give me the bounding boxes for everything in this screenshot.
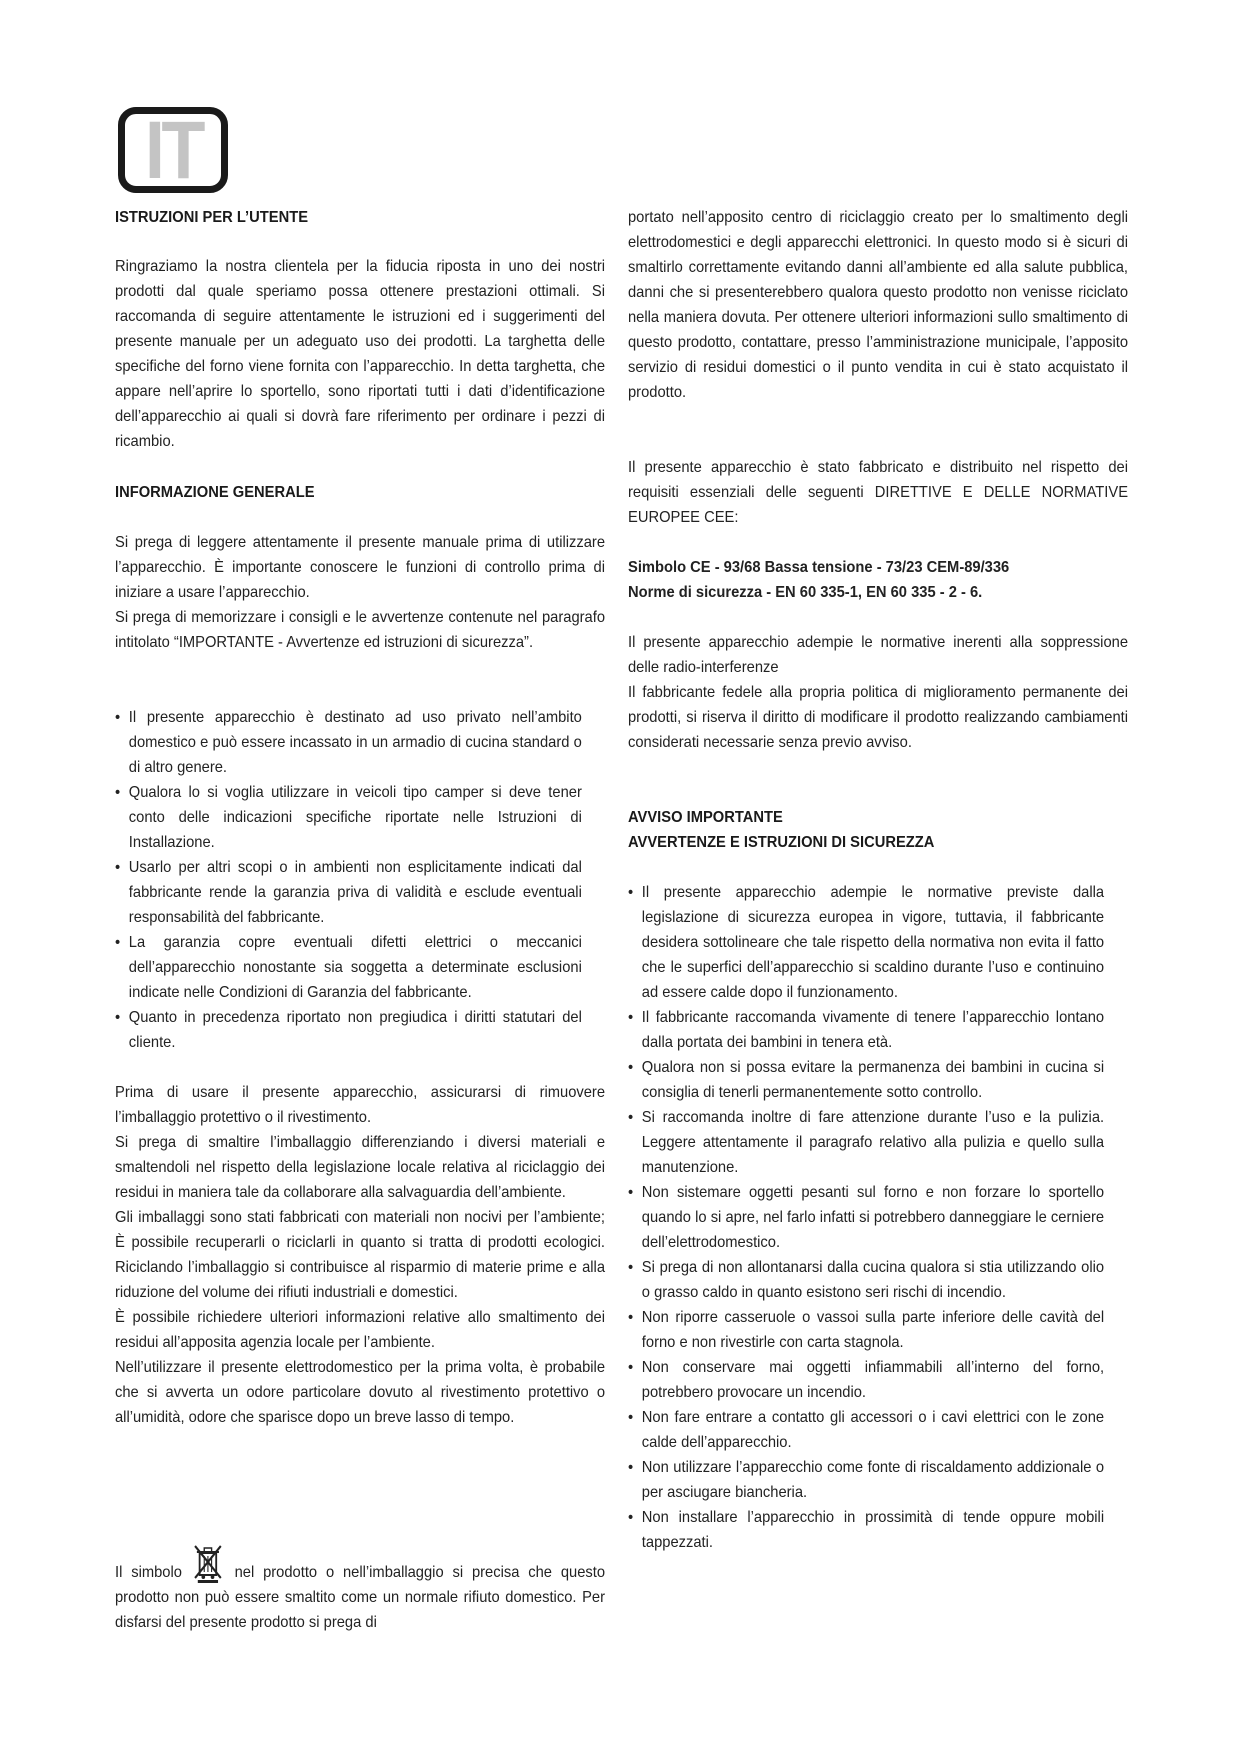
directive-line-ce: Simbolo CE - 93/68 Bassa tensione - 73/23 CEM-89/336 <box>628 559 1010 576</box>
directives-intro-paragraph: Il presente apparecchio è stato fabbricato e distribuito nel rispetto dei requisiti essenziali delle seguenti DIRETTIVE E DELLE NORMATIVE EUROPEE CEE: <box>628 459 1129 526</box>
weee-paragraph <box>115 1543 605 1635</box>
list-item: • Il presente apparecchio è destinato ad uso privato nell’ambito domestico e può essere incassato in un armadio di cucina standard o di altro genere. <box>115 705 582 780</box>
section-title-important-notice: AVVISO IMPORTANTE <box>628 809 783 826</box>
packaging-paragraph-1: Prima di usare il presente apparecchio, assicurarsi di rimuovere l’imballaggio protettivo o il rivestimento. <box>115 1084 606 1126</box>
safety-bullet-list <box>628 880 1128 1555</box>
list-item: • Non conservare mai oggetti infiammabili all’interno del forno, potrebbero provocare un incendio. <box>628 1355 1104 1405</box>
list-item: • Il presente apparecchio adempie le normative previste dalla legislazione di sicurezza europea in vigore, tuttavia, il fabbricante desidera sottolineare che tale rispetto della normativa non evita il fatto che le superfici dell’apparecchio si scaldino durante l’uso e continuino ad essere calde dopo il funzionamento. <box>628 880 1104 1005</box>
list-item: • Non utilizzare l’apparecchio come fonte di riscaldamento addizionale o per asciugare biancheria. <box>628 1455 1104 1505</box>
general-paragraph-1: Si prega di leggere attentamente il presente manuale prima di utilizzare l’apparecchio. È importante conoscere le funzioni di controllo prima di iniziare a usare l’apparecchio. <box>115 534 606 601</box>
packaging-paragraph-2: Si prega di smaltire l’imballaggio differenziando i diversi materiali e smaltendoli nel rispetto della legislazione locale relativa al riciclaggio dei residui in maniera tale da collaborare alla salvaguardia dell’ambiente. <box>115 1134 606 1201</box>
packaging-paragraph-4: È possibile richiedere ulteriori informazioni relative allo smaltimento dei residui all’apposita agenzia locale per l’ambiente. <box>115 1309 606 1351</box>
packaging-paragraph-5: Nell’utilizzare il presente elettrodomestico per la prima volta, è probabile che si avverta un odore particolare dovuto al rivestimento protettivo o all’umidità, odore che sparisce dopo un breve lasso di tempo. <box>115 1359 606 1426</box>
list-item: • Quanto in precedenza riportato non pregiudica i diritti statutari del cliente. <box>115 1005 582 1055</box>
packaging-paragraph-3: Gli imballaggi sono stati fabbricati con materiali non nocivi per l’ambiente; È possibile recuperarli o riciclarli in quanto si tratta di prodotti ecologici. Riciclando l’imballaggio si contribuisce al risparmio di materie prime e alla riduzione del volume dei rifiuti industriali e domestici. <box>115 1209 606 1301</box>
section-title-user-instructions: ISTRUZIONI PER L’UTENTE <box>115 209 309 226</box>
list-item: • Qualora lo si voglia utilizzare in veicoli tipo camper si deve tener conto delle indicazioni specifiche riportate nelle Istruzioni di Installazione. <box>115 780 582 855</box>
list-item: • Non sistemare oggetti pesanti sul forno e non forzare lo sportello quando lo si apre, nel farlo infatti si potrebbero danneggiare le cerniere dell’elettrodomestico. <box>628 1180 1104 1255</box>
list-item: • Usarlo per altri scopi o in ambienti non esplicitamente indicati dal fabbricante rende la garanzia priva di validità e esclude eventuali responsabilità del fabbricante. <box>115 855 582 930</box>
general-bullet-list <box>115 705 605 1055</box>
list-item: • Si prega di non allontanarsi dalla cucina qualora si stia utilizzando olio o grasso caldo in quanto esistono seri rischi di incendio. <box>628 1255 1104 1305</box>
packaging-section <box>115 1080 605 1430</box>
list-item: • Non installare l’apparecchio in prossimità di tende oppure mobili tappezzati. <box>628 1505 1104 1555</box>
radio-interference-paragraph: Il presente apparecchio adempie le normative inerenti alla soppressione delle radio-interferenze <box>628 634 1129 676</box>
language-badge <box>118 105 228 196</box>
section-title-safety-warnings: AVVERTENZE E ISTRUZIONI DI SICUREZZA <box>628 834 935 851</box>
general-paragraph-2: Si prega di memorizzare i consigli e le avvertenze contenute nel paragrafo intitolato “IMPORTANTE - Avvertenze ed istruzioni di sicurezza”. <box>115 609 606 651</box>
recycling-continuation-paragraph: portato nell’apposito centro di riciclaggio creato per lo smaltimento degli elettrodomestici e degli apparecchi elettronici. In questo modo si è sicuri di smaltirlo correttamente evitando danni all’ambiente ed alla salute pubblica, danni che si presenterebbero qualora questo prodotto non venisse riciclato nella maniera dovuta. Per ottenere ulteriori informazioni sullo smaltimento di questo prodotto, contattare, presso l’amministrazione municipale, l’apposito servizio di residui domestici o il punto vendita in cui è stato acquistato il prodotto. <box>628 209 1129 401</box>
list-item: • Qualora non si possa evitare la permanenza dei bambini in cucina si consiglia di tenerli permanentemente sotto controllo. <box>628 1055 1104 1105</box>
crossed-bin-icon <box>193 1543 224 1583</box>
weee-text-before: Il simbolo <box>115 1564 182 1581</box>
list-item: • Non riporre casseruole o vassoi sulla parte inferiore delle cavità del forno e non rivestirle con carta stagnola. <box>628 1305 1104 1355</box>
list-item: • Il fabbricante raccomanda vivamente di tenere l’apparecchio lontano dalla portata dei bambini in tenera età. <box>628 1005 1104 1055</box>
weee-text-after: nel prodotto o nell’imballaggio si precisa che questo prodotto non può essere smaltito come un normale rifiuto domestico. Per disfarsi del presente prodotto si prega di <box>115 1564 606 1631</box>
intro-paragraph: Ringraziamo la nostra clientela per la fiducia riposta in uno dei nostri prodotti dal quale speriamo possa ottenere prestazioni ottimali. Si raccomanda di seguire attentamente le istruzioni ed i suggerimenti del presente manuale per un adeguato uso dei prodotti. La targhetta delle specifiche del forno viene fornita con l’apparecchio. In detta targhetta, che appare nell’aprire lo sportello, sono riportati tutti i dati d’identificazione dell’apparecchio ai quali si dovrà fare riferimento per ordinare i pezzi di ricambio. <box>115 258 606 450</box>
list-item: • La garanzia copre eventuali difetti elettrici o meccanici dell’apparecchio nonostante sia soggetta a determinate esclusioni indicate nelle Condizioni di Garanzia del fabbricante. <box>115 930 582 1005</box>
list-item: • Si raccomanda inoltre di fare attenzione durante l’uso e la pulizia. Leggere attentamente il paragrafo relativo alla pulizia e quello sulla manutenzione. <box>628 1105 1104 1180</box>
list-item: • Non fare entrare a contatto gli accessori o i cavi elettrici con le zone calde dell’apparecchio. <box>628 1405 1104 1455</box>
language-code: IT <box>144 105 202 196</box>
directive-line-safety-norms: Norme di sicurezza - EN 60 335-1, EN 60 335 - 2 - 6. <box>628 584 983 601</box>
section-title-general-info: INFORMAZIONE GENERALE <box>115 484 315 501</box>
improvement-policy-paragraph: Il fabbricante fedele alla propria politica di miglioramento permanente dei prodotti, si riserva il diritto di modificare il prodotto realizzando cambiamenti considerati necessarie senza previo avviso. <box>628 684 1129 751</box>
